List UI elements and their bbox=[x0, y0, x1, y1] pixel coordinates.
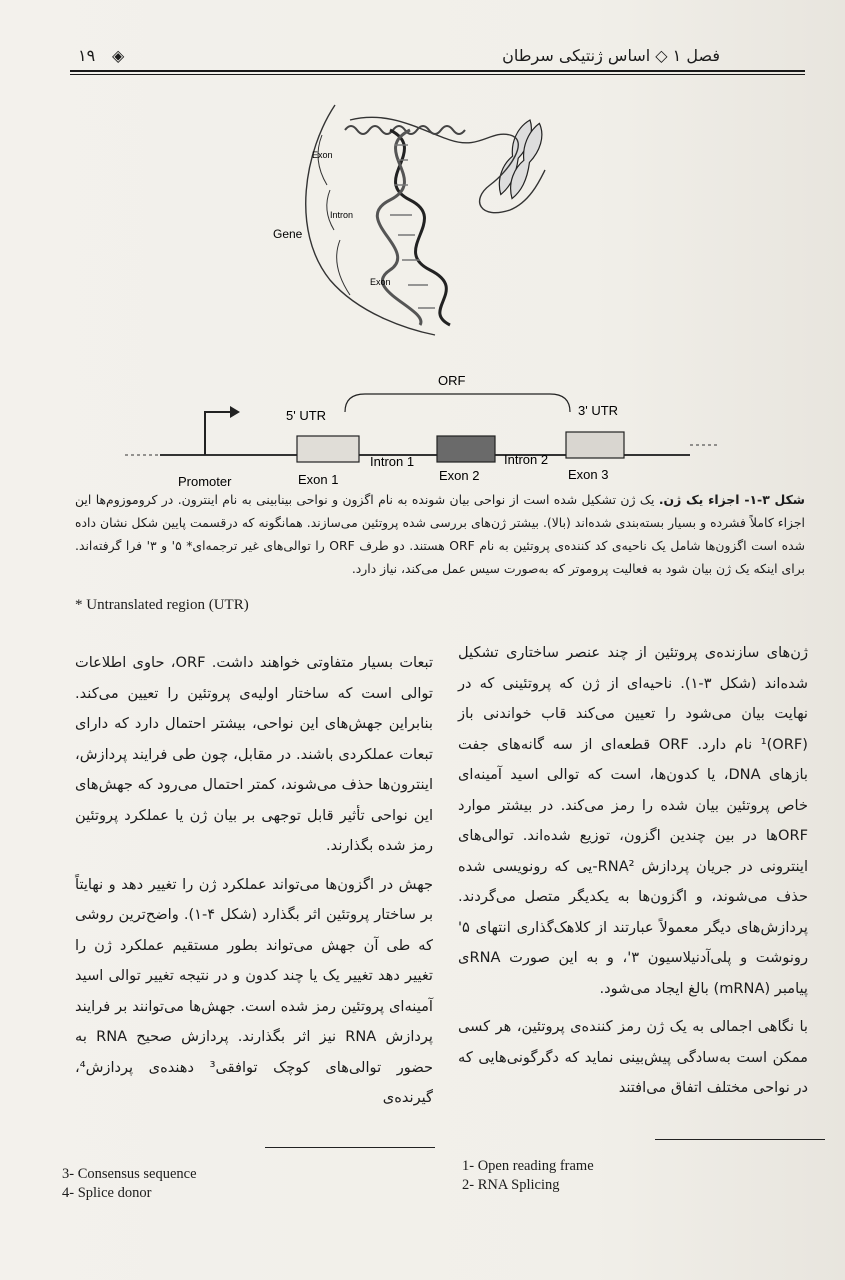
chapter-title: فصل ۱ ◇ اساس ژنتیکی سرطان bbox=[502, 46, 720, 65]
label-exon-top: Exon bbox=[312, 150, 333, 160]
label-5utr: 5' UTR bbox=[286, 408, 327, 423]
promoter-arrow-icon bbox=[205, 412, 230, 455]
right-column bbox=[458, 638, 808, 1112]
paragraph: با نگاهی اجمالی به یک ژن رمز کننده‌ی پروتئین، هر کسی ممکن است به‌سادگی پیش‌بینی نماید که دگرگونی‌هایی که در نواحی مختلف اتفاق می‌افتند bbox=[458, 1018, 808, 1096]
label-3utr: 3' UTR bbox=[578, 403, 619, 418]
paragraph: ژن‌های سازنده‌ی پروتئین از چند عنصر ساختاری تشکیل شده‌اند (شکل ۳-۱). ناحیه‌ای از ژن که پروتئینی که در نهایت بیان می‌شود را تعیین می‌کند قاب خواندنی باز (ORF)¹ نام دارد. ORF قطعه‌ای از سه گانه‌های جفت بازهای DNA، یا کدون‌ها، است که توالی اسید آمینه‌ای خاص پروتئین بیان شده را رمز می‌کند. در بیشتر موارد ORFها در بین چندین اگزون، توزیع شده‌اند. توالی‌های اینترونی در جریان پردازش RNA²-یی که رونویسی شده حذف می‌شوند، و اگزون‌ها به یکدیگر متصل می‌گردند. پردازش‌های دیگر معمولاً عبارتند از کلاهک‌گذاری انتهای ۵' رونوشت و پلی‌آدنیلاسیون ۳'، و به این صورت RNAی پیامبر (mRNA) بالغ ایجاد می‌شود. bbox=[458, 644, 809, 997]
utr-note: * Untranslated region (UTR) bbox=[75, 597, 249, 613]
footnote: 4- Splice donor bbox=[62, 1185, 152, 1201]
exon-bracket-top bbox=[318, 135, 327, 185]
footnote: 2- RNA Splicing bbox=[462, 1177, 560, 1193]
label-exon-bottom: Exon bbox=[370, 277, 391, 287]
footnote-rule-left bbox=[265, 1147, 435, 1148]
label-orf: ORF bbox=[438, 373, 466, 388]
footnote-rule-right bbox=[655, 1139, 825, 1140]
header-rule-thin bbox=[70, 74, 805, 75]
exon-3-box bbox=[566, 432, 624, 458]
paragraph: تبعات بسیار متفاوتی خواهند داشت. ORF، حاوی اطلاعات توالی است که ساختار اولیه‌ی پروتئین را تعیین می‌کند. بنابراین جهش‌های این نواحی، بیشتر احتمال دارد که دارای تبعات عملکردی باشند. در مقابل، چون طی فرایند پردازش، اینترون‌ها حذف می‌شوند، کمتر احتمال می‌رود که جهش‌های این نواحی تأثیر قابل توجهی بر بیان ژن یا عملکرد پروتئین رمز شده بگذارند. bbox=[75, 654, 434, 854]
label-intron-1: Intron 1 bbox=[370, 454, 415, 469]
exon-2-box bbox=[437, 436, 495, 462]
exon-bracket-bottom bbox=[337, 240, 350, 295]
footnotes-right bbox=[462, 1157, 594, 1195]
dna-strand-b bbox=[377, 130, 421, 325]
label-gene: Gene bbox=[273, 227, 303, 241]
footnote: 3- Consensus sequence bbox=[62, 1166, 197, 1182]
paragraph: جهش در اگزون‌ها می‌تواند عملکرد ژن را تغییر دهد و نهایتاً بر ساختار پروتئین اثر بگذارد (شکل ۴-۱). واضح‌ترین روشی که طی آن جهش می‌تواند بطور مستقیم عملکرد ژن را تغییر دهد تغییر یک یا چند کدون و در نتیجه تغییر توالی اسید آمینه‌ای پروتئین رمز شده است. جهش‌ها می‌توانند بر فرایند پردازش RNA نیز اثر بگذارند. پردازش صحیح RNA به حضور توالی‌های کوچک توافقی³ دهنده‌ی پردازش⁴، گیرنده‌ی bbox=[75, 875, 434, 1106]
footnotes-left bbox=[62, 1165, 197, 1203]
label-intron: Intron bbox=[330, 210, 354, 220]
header-rule bbox=[70, 70, 805, 72]
caption-text: یک ژن تشکیل شده است از نواحی بیان شونده به نام اگزون و نواحی بینابینی به نام اینترون. در کروموزوم‌ها این اجزاء کاملاً فشرده و بسیار بسته‌بندی شده‌اند (بالا). بیشتر ژن‌های بررسی شده پروتئین می‌سازند. همانگونه که درقسمت پایین شکل نشان داده شده است اگزون‌ها شامل یک ناحیه‌ی کد کننده‌ی پروتئین به نام ORF هستند. دو طرف ORF را توالی‌های غیر ترجمه‌ای* ۵' و ۳' فرا گرفته‌اند. برای اینکه یک ژن بیان شود به فعالیت پروموتر که به‌صورت سیس عمل می‌کند، نیاز دارد. bbox=[75, 492, 805, 576]
label-exon-1: Exon 1 bbox=[298, 472, 339, 487]
label-intron-2: Intron 2 bbox=[504, 452, 549, 467]
promoter-arrowhead bbox=[230, 406, 240, 418]
chromosome-icon bbox=[494, 117, 547, 201]
footnote: 1- Open reading frame bbox=[462, 1158, 594, 1174]
figure-caption bbox=[75, 488, 805, 580]
orf-brace bbox=[345, 394, 570, 412]
gene-structure-figure bbox=[90, 90, 770, 490]
header-diamond-icon: ◈ bbox=[112, 46, 125, 65]
label-promoter: Promoter bbox=[178, 474, 232, 489]
exon-1-box bbox=[297, 436, 359, 462]
label-exon-3: Exon 3 bbox=[568, 467, 609, 482]
page-number: ۱۹ bbox=[78, 46, 96, 65]
label-exon-2: Exon 2 bbox=[439, 468, 480, 483]
left-column bbox=[75, 648, 433, 1122]
caption-label: شکل ۳-۱- اجزاء یک ژن. bbox=[658, 492, 805, 507]
gene-bracket bbox=[306, 105, 435, 335]
